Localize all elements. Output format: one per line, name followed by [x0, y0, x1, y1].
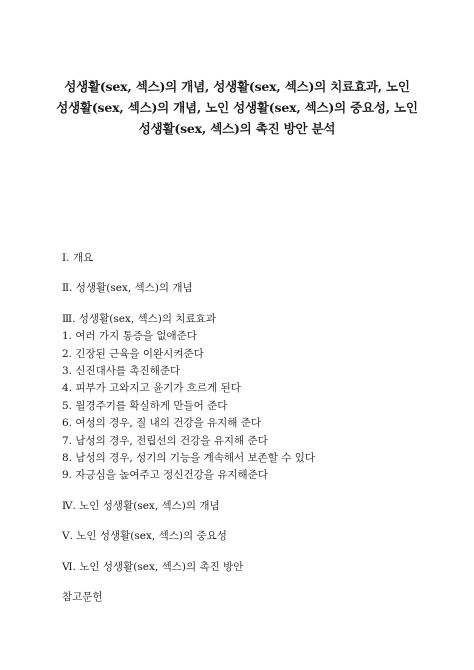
- toc-item: 2. 긴장된 근육을 이완시켜준다: [62, 347, 204, 360]
- title-line-3: 성생활(sex, 섹스)의 촉진 방안 분석: [138, 121, 336, 136]
- toc-section-4: Ⅳ. 노인 성생활(sex, 섹스)의 개념: [62, 499, 220, 512]
- table-of-contents: [62, 250, 452, 607]
- toc-item: 3. 신진대사를 촉진해준다: [62, 365, 181, 378]
- toc-references: 참고문헌: [62, 591, 103, 604]
- title-line-2: 성생활(sex, 섹스)의 개념, 노인 성생활(sex, 섹스)의 중요성, 노인: [56, 100, 418, 115]
- toc-section-3: Ⅲ. 성생활(sex, 섹스)의 치료효과: [62, 312, 216, 325]
- toc-section-1: Ⅰ. 개요: [62, 252, 94, 264]
- toc-item: 9. 자긍심을 높여주고 정신건강을 유지해준다: [62, 469, 268, 482]
- toc-item: 5. 월경주기를 확실하게 만들어 준다: [62, 399, 228, 412]
- toc-item: 4. 피부가 고와지고 윤기가 흐르게 된다: [62, 382, 241, 395]
- toc-item: 7. 남성의 경우, 전립선의 건강을 유지해 준다: [62, 434, 268, 447]
- toc-section-2: Ⅱ. 성생활(sex, 섹스)의 개념: [62, 282, 193, 295]
- toc-section-6: Ⅵ. 노인 성생활(sex, 섹스)의 촉진 방안: [62, 560, 244, 573]
- title-line-1: 성생활(sex, 섹스)의 개념, 성생활(sex, 섹스)의 치료효과, 노인: [64, 79, 410, 94]
- toc-item: 6. 여성의 경우, 질 내의 건강을 유지해 준다: [62, 417, 262, 430]
- toc-section-5: Ⅴ. 노인 성생활(sex, 섹스)의 중요성: [62, 530, 227, 543]
- toc-item: 8. 남성의 경우, 성기의 기능을 계속해서 보존할 수 있다: [62, 452, 316, 465]
- document-title: [50, 76, 424, 139]
- toc-item: 1. 여러 가지 통증을 없애준다: [62, 330, 197, 343]
